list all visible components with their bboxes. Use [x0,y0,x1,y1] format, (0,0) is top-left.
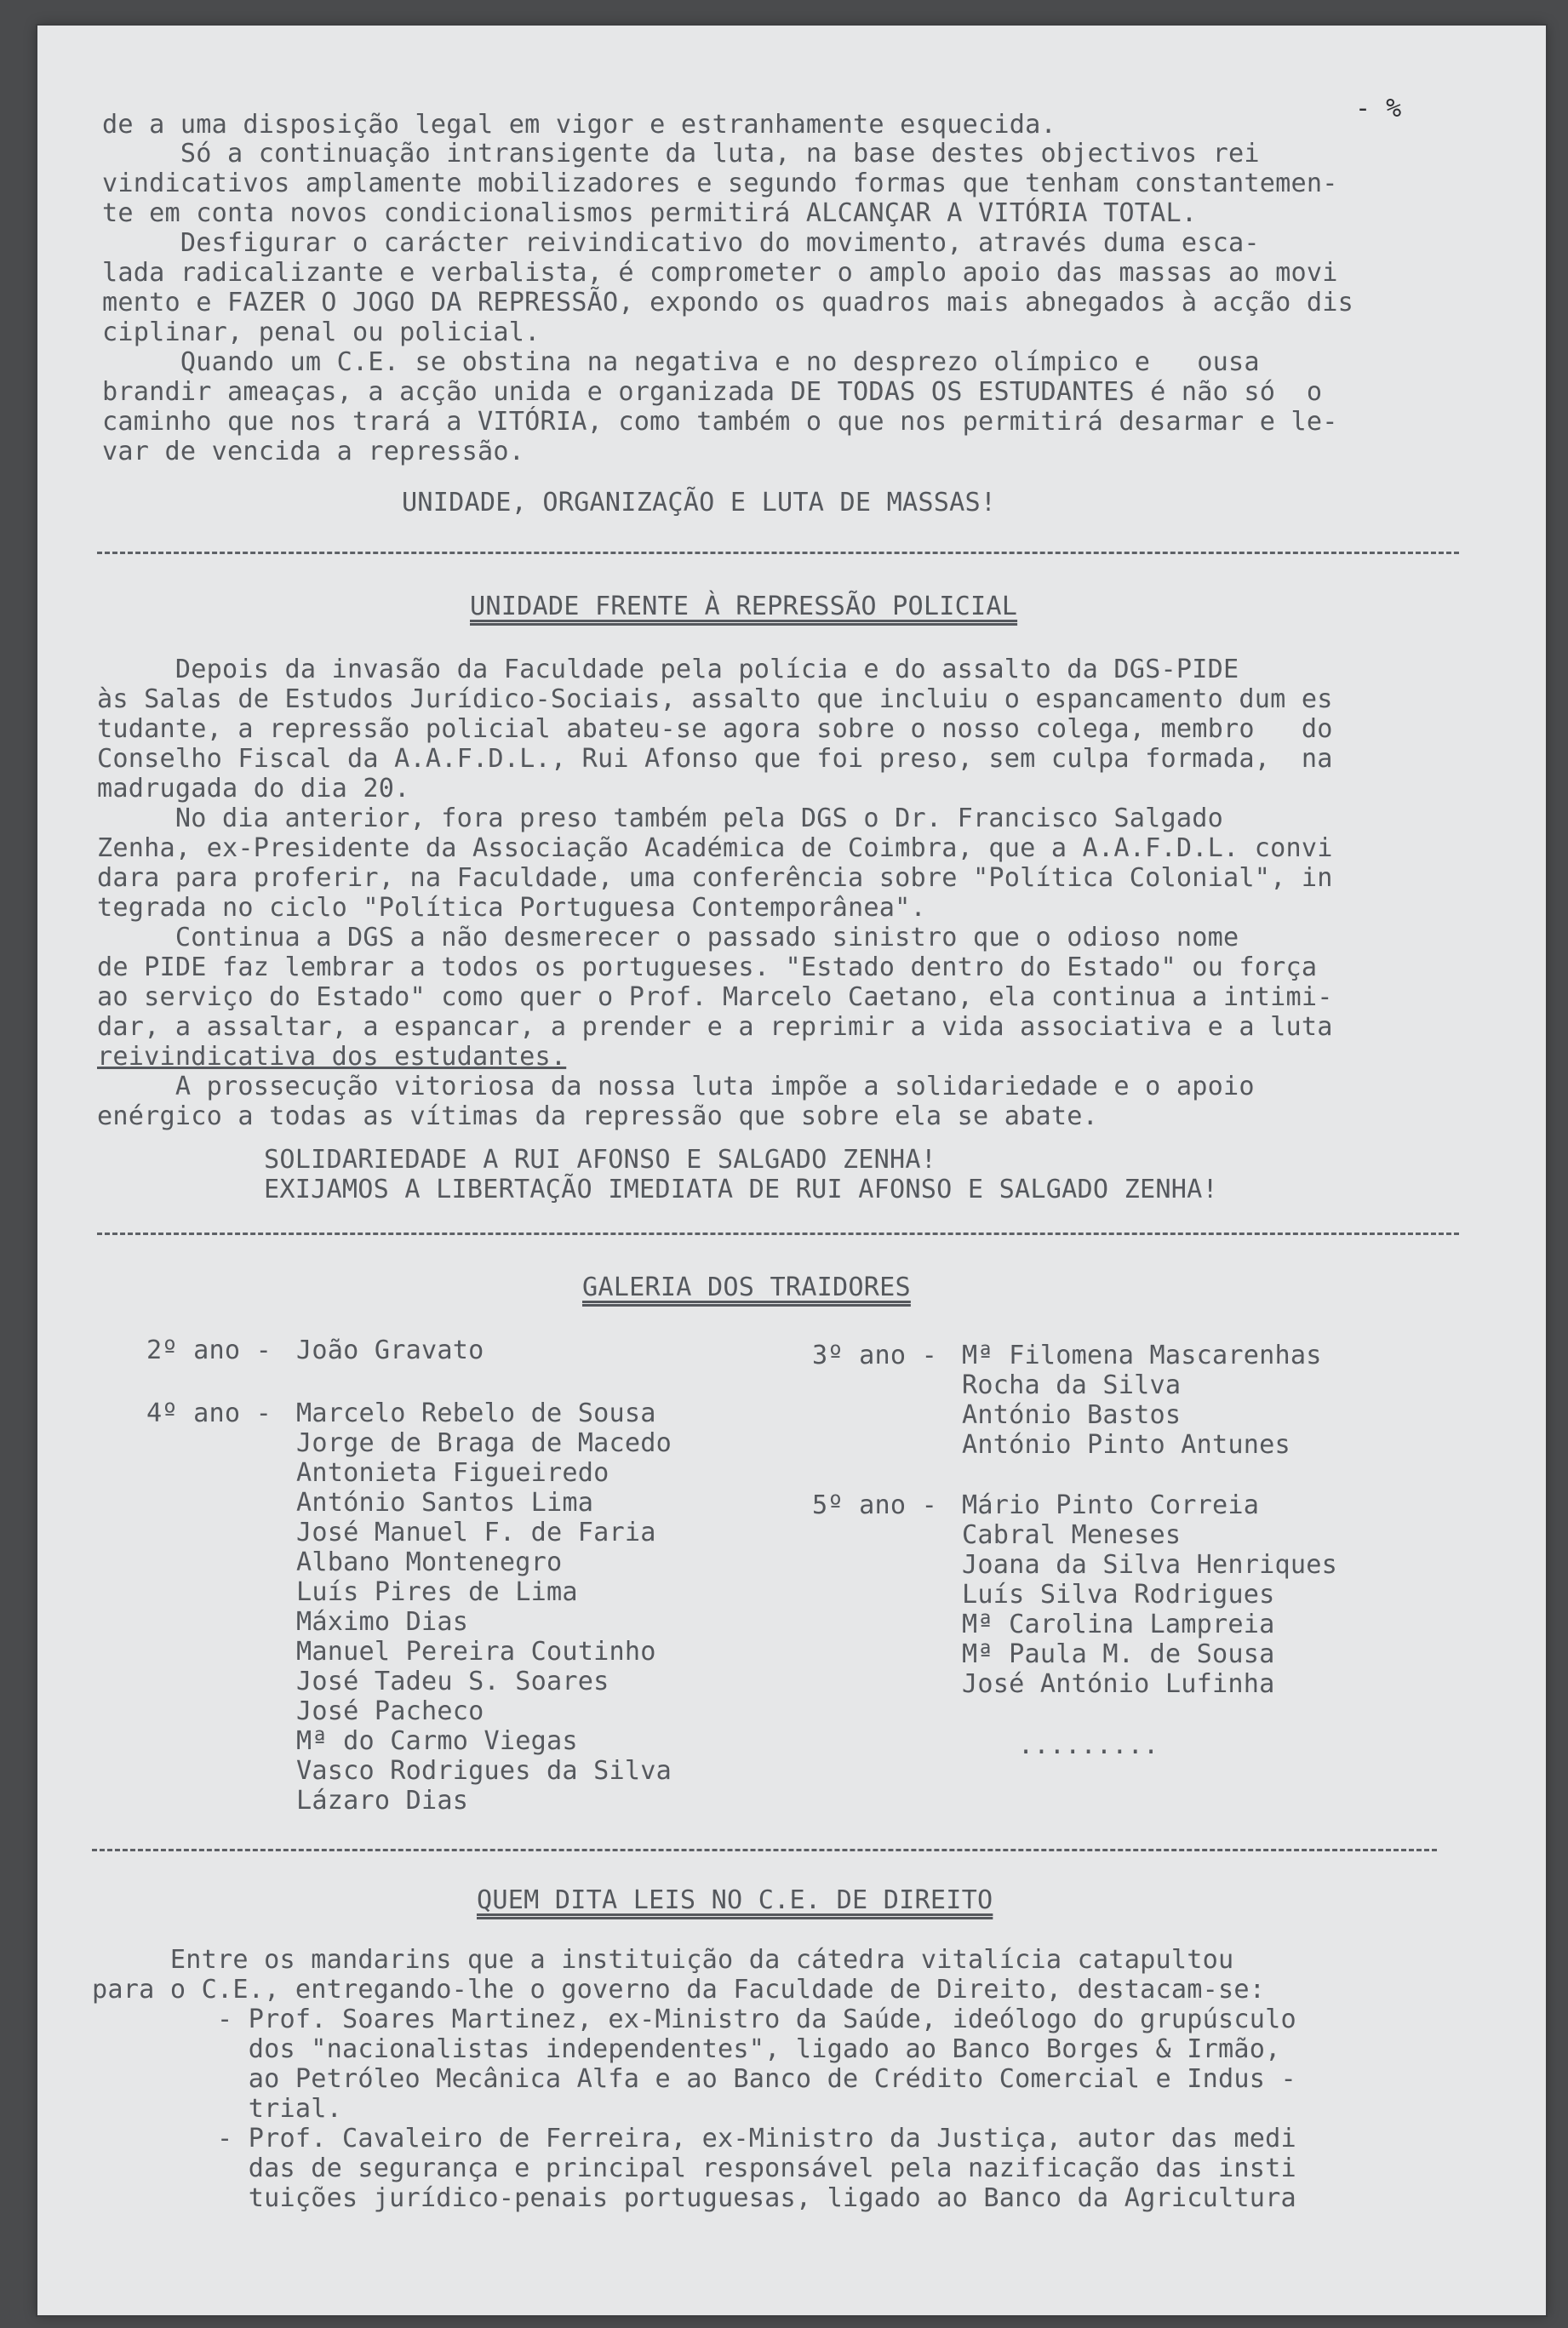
text-line: var de vencida a repressão. [102,437,525,466]
year-3-label: 3º ano - [812,1341,937,1370]
traitor-name: Cabral Meneses [962,1520,1182,1550]
text-line: ciplinar, penal ou policial. [102,317,541,347]
section-divider [92,1849,1437,1851]
section-title-traitors: GALERIA DOS TRAIDORES [582,1273,911,1302]
text-line: Continua a DGS a não desmerecer o passado sinistro que o odioso nome [97,923,1239,952]
text-line: lada radicalizante e verbalista, é comprometer o amplo apoio das massas ao movi [102,258,1338,288]
traitor-name: Luís Silva Rodrigues [962,1580,1275,1610]
slogan-unity: UNIDADE, ORGANIZAÇÃO E LUTA DE MASSAS! [402,488,997,518]
year-4-label: 4º ano - [146,1399,272,1428]
text-line: madrugada do dia 20. [97,774,410,804]
text-line: Quando um C.E. se obstina na negativa e no desprezo olímpico e ousa [102,347,1260,377]
slogan-release: EXIJAMOS A LIBERTAÇÃO IMEDIATA DE RUI AFONSO E SALGADO ZENHA! [264,1175,1218,1204]
traitor-name: Máximo Dias [296,1607,469,1637]
traitor-name: José Tadeu S. Soares [296,1667,609,1696]
text-line: Zenha, ex-Presidente da Associação Académica de Coimbra, que a A.A.F.D.L. convi [97,833,1333,863]
text-line: Entre os mandarins que a instituição da cátedra vitalícia catapultou [92,1945,1234,1975]
text-line: de PIDE faz lembrar a todos os portugueses. "Estado dentro do Estado" ou força [97,952,1318,982]
text-line: para o C.E., entregando-lhe o governo da Faculdade de Direito, destacam-se: [92,1975,1266,2005]
text-line: dara para proferir, na Faculdade, uma conferência sobre "Política Colonial", in [97,863,1333,893]
traitor-name: António Santos Lima [296,1488,594,1518]
traitor-name: Albano Montenegro [296,1547,563,1577]
traitor-name: Vasco Rodrigues da Silva [296,1756,672,1786]
text-line: às Salas de Estudos Jurídico-Sociais, assalto que incluiu o espancamento dum es [97,684,1333,714]
text-line: ao Petróleo Mecânica Alfa e ao Banco de Crédito Comercial e Indus - [92,2064,1296,2094]
traitor-name: Antonieta Figueiredo [296,1458,609,1488]
traitor-name: José Pacheco [296,1696,484,1726]
text-line: - Prof. Cavaleiro de Ferreira, ex-Ministro da Justiça, autor das medi [92,2124,1296,2154]
text-line: Desfigurar o carácter reivindicativo do movimento, através duma esca- [102,228,1260,258]
text-line: Conselho Fiscal da A.A.F.D.L., Rui Afonso que foi preso, sem culpa formada, na [97,744,1333,774]
handwritten-page-mark: - % [1355,94,1402,123]
text-line: A prossecução vitoriosa da nossa luta impõe a solidariedade e o apoio [97,1072,1255,1101]
traitor-name: João Gravato [296,1336,484,1365]
text-line: brandir ameaças, a acção unida e organizada DE TODAS OS ESTUDANTES é não só o [102,377,1323,407]
text-line: enérgico a todas as vítimas da repressão que sobre ela se abate. [97,1101,1098,1131]
text-line: vindicativos amplamente mobilizadores e segundo formas que tenham constantemen- [102,169,1338,198]
traitor-name: Luís Pires de Lima [296,1577,578,1607]
traitor-name: Mª Filomena Mascarenhas [962,1341,1322,1370]
text-line: caminho que nos trará a VITÓRIA, como também o que nos permitirá desarmar e le- [102,407,1338,437]
traitor-name: Mª Paula M. de Sousa [962,1639,1275,1669]
text-line: tudante, a repressão policial abateu-se agora sobre o nosso colega, membro do [97,714,1333,744]
text-line: dar, a assaltar, a espancar, a prender e a reprimir a vida associativa e a luta [97,1012,1333,1042]
text-line: de a uma disposição legal em vigor e estranhamente esquecida. [102,110,1056,140]
section-title-laws: QUEM DITA LEIS NO C.E. DE DIREITO [477,1885,993,1915]
text-line: ao serviço do Estado" como quer o Prof. Marcelo Caetano, ela continua a intimi- [97,982,1333,1012]
traitor-name: Mª Carolina Lampreia [962,1610,1275,1639]
traitor-name: Jorge de Braga de Macedo [296,1428,672,1458]
text-line: das de segurança e principal responsável pela nazificação das insti [92,2154,1296,2183]
text-line: mento e FAZER O JOGO DA REPRESSÃO, expondo os quadros mais abnegados à acção dis [102,288,1353,317]
traitor-name: José António Lufinha [962,1669,1275,1699]
traitor-name: Manuel Pereira Coutinho [296,1637,656,1667]
text-line: Depois da invasão da Faculdade pela polícia e do assalto da DGS-PIDE [97,655,1239,684]
text-line: No dia anterior, fora preso também pela DGS o Dr. Francisco Salgado [97,804,1223,833]
traitor-name: Mª do Carmo Viegas [296,1726,578,1756]
traitor-name: Mário Pinto Correia [962,1490,1260,1520]
text-line: dos "nacionalistas independentes", ligado ao Banco Borges & Irmão, [92,2034,1281,2064]
year-5-label: 5º ano - [812,1490,937,1520]
traitor-name: Rocha da Silva [962,1370,1182,1400]
slogan-solidarity: SOLIDARIEDADE A RUI AFONSO E SALGADO ZENHA! [264,1145,937,1175]
traitor-name: Lázaro Dias [296,1786,469,1816]
section-divider [97,1233,1459,1235]
text-line: tegrada no ciclo "Política Portuguesa Contemporânea". [97,893,926,923]
section-divider [97,552,1459,554]
text-line: reivindicativa dos estudantes. [97,1042,567,1072]
list-ellipsis: ......... [1018,1730,1159,1760]
document-sheet [37,26,1546,2315]
year-2-label: 2º ano - [146,1336,272,1365]
traitor-name: António Bastos [962,1400,1182,1430]
text-line: Só a continuação intransigente da luta, na base destes objectivos rei [102,139,1260,169]
text-line: - Prof. Soares Martinez, ex-Ministro da Saúde, ideólogo do grupúsculo [92,2005,1296,2034]
traitor-name: Marcelo Rebelo de Sousa [296,1399,656,1428]
traitor-name: José Manuel F. de Faria [296,1518,656,1547]
text-line: trial. [92,2094,342,2124]
traitor-name: Joana da Silva Henriques [962,1550,1337,1580]
traitor-name: António Pinto Antunes [962,1430,1290,1460]
text-line: tuições jurídico-penais portuguesas, ligado ao Banco da Agricultura [92,2183,1296,2213]
section-title-repression: UNIDADE FRENTE À REPRESSÃO POLICIAL [470,592,1018,621]
text-line: te em conta novos condicionalismos permitirá ALCANÇAR A VITÓRIA TOTAL. [102,198,1198,228]
